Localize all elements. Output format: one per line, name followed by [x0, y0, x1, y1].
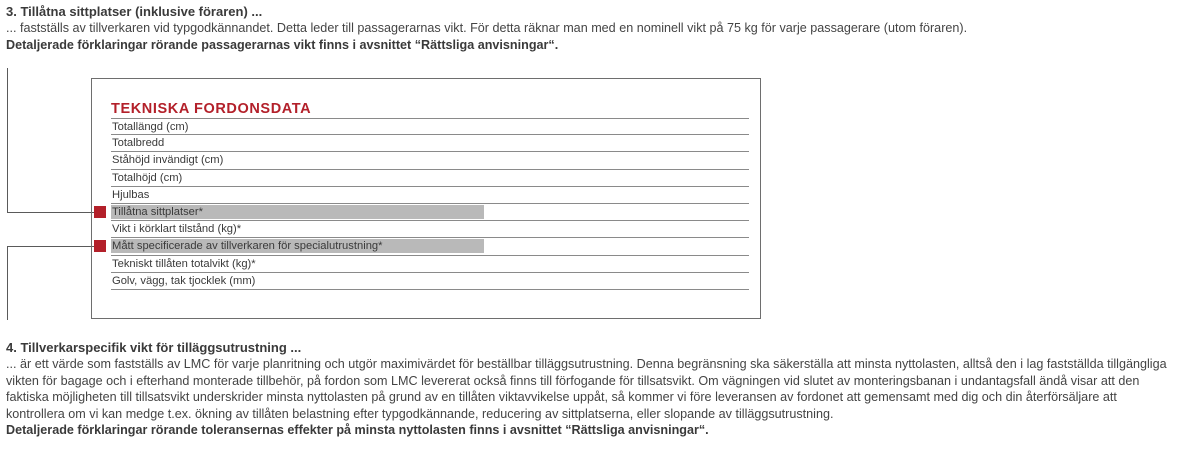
row-label: Totalhöjd (cm): [112, 171, 183, 184]
section-3-note: Detaljerade förklaringar rörande passagerarnas vikt finns i avsnittet “Rättsliga anvisningar“.: [6, 37, 559, 52]
marker-special-equipment: [94, 240, 106, 252]
table-row-highlighted: [111, 238, 749, 255]
table-row: [111, 118, 749, 135]
table-row-highlighted: [111, 204, 749, 221]
marker-seats: [94, 206, 106, 218]
connector-line-3-vertical: [7, 68, 8, 213]
row-label: Totallängd (cm): [112, 121, 189, 133]
section-4: [6, 339, 1178, 439]
section-4-text: ... är ett värde som fastställs av LMC för varje planritning och utgör maximivärdet för beställbar tilläggsutrustning. Denna begränsning ska säkerställa att minsta nyttolasten, alltså den i lag fastställda tillgängliga vikten för bagage och i efterhand monterade tillbehör, på fordon som LMC levererat också finns till förfogande för tillsatsvikt. Om vägningen vid slutet av monteringsbanan i undantagsfall ändå visar att den faktiska möjligheten till tillsatsvikt underskrider minsta nyttolasten på grund av en tillåten viktavvikelse uppåt, så kommer vi före leveransen av fordonet att gemensamt med dig och din återförsäljare att kontrollera om vi kan medge t.ex. ökning av tillåten belastning efter typgodkännande, reducering av sittplatserna, eller slopande av tilläggsutrustning.: [6, 357, 1167, 421]
connector-line-4-vertical: [7, 246, 8, 320]
section-3: [6, 3, 1178, 53]
row-label: Hjulbas: [112, 188, 150, 201]
section-3-text: ... fastställs av tillverkaren vid typgodkännandet. Detta leder till passagerarnas vikt. För detta räknar man med en nominell vikt på 75 kg för varje passagerare (utom föraren).: [6, 21, 968, 35]
vehicle-data-table: [111, 118, 749, 290]
table-row: [111, 256, 749, 273]
table-row: [111, 152, 749, 169]
row-label: Tekniskt tillåten totalvikt (kg)*: [112, 257, 256, 270]
row-label: Ståhöjd invändigt (cm): [112, 154, 224, 167]
connector-line-4-horizontal: [7, 246, 94, 247]
section-4-note: Detaljerade förklaringar rörande toleransernas effekter på minsta nyttolasten finns i avsnittet “Rättsliga anvisningar“.: [6, 423, 709, 437]
row-label: Vikt i körklart tilstånd (kg)*: [112, 223, 242, 236]
table-row: [111, 221, 749, 238]
row-label: Tillåtna sittplatser*: [112, 205, 203, 218]
row-label: Totalbredd: [112, 137, 165, 150]
table-row: [111, 187, 749, 204]
row-label: Mått specificerade av tillverkaren för specialutrustning*: [112, 240, 383, 253]
table-title: TEKNISKA FORDONSDATA: [111, 101, 312, 117]
section-3-title: 3. Tillåtna sittplatser (inklusive föraren) ...: [6, 4, 263, 19]
table-row: [111, 273, 749, 290]
table-row: [111, 170, 749, 187]
row-label: Golv, vägg, tak tjocklek (mm): [112, 274, 256, 287]
connector-line-3-horizontal: [7, 212, 94, 213]
section-4-title: 4. Tillverkarspecifik vikt för tilläggsutrustning ...: [6, 340, 302, 355]
table-row: [111, 135, 749, 152]
